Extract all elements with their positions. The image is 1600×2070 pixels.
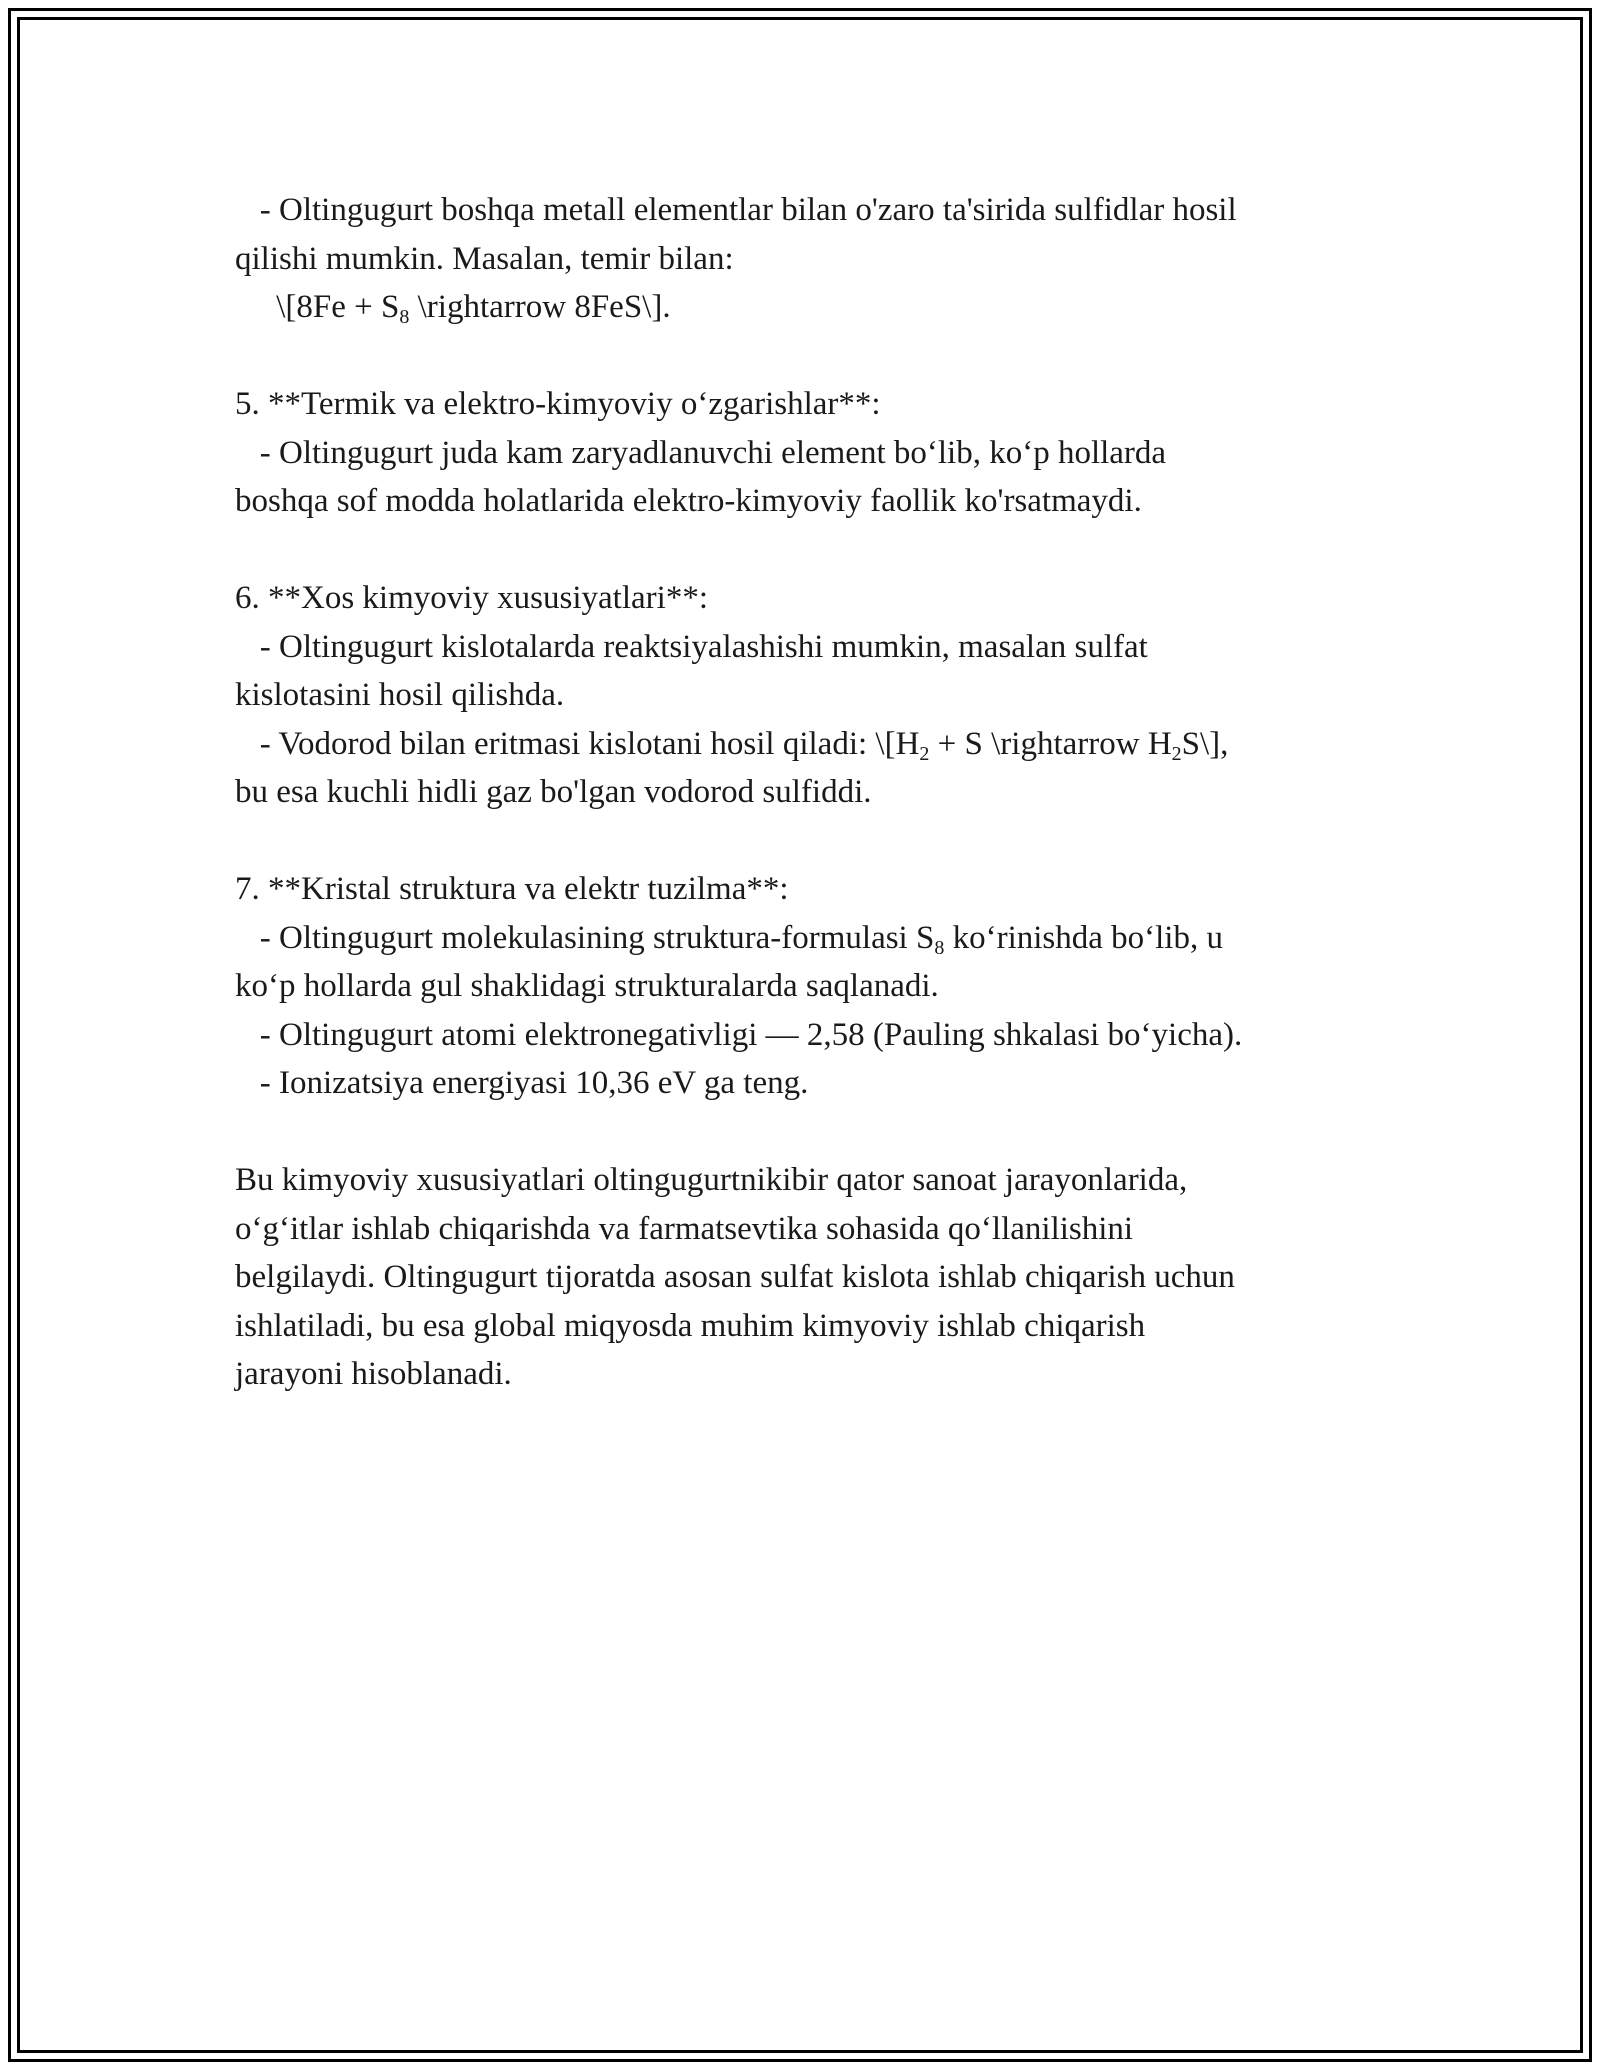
text-line: qilishi mumkin. Masalan, temir bilan: — [235, 240, 734, 277]
subscript: 2 — [919, 742, 930, 765]
paragraph-gap — [235, 1108, 1365, 1157]
equation-text: S\], — [1181, 725, 1229, 762]
paragraph-gap — [235, 526, 1365, 575]
section-heading: 7. **Kristal struktura va elektr tuzilma**: — [235, 871, 789, 907]
equation-line — [235, 720, 1365, 769]
section-5 — [235, 380, 1365, 526]
text-line: kislotasini hosil qilishda. — [235, 677, 565, 713]
text-line: boshqa sof modda holatlarida elektro-kimyoviy faollik ko'rsatmaydi. — [235, 483, 1142, 519]
section-heading: 6. **Xos kimyoviy xususiyatlari**: — [235, 580, 708, 616]
section-6 — [235, 574, 1365, 817]
section-heading: 5. **Termik va elektro-kimyoviy oʻzgarishlar**: — [235, 386, 881, 422]
text-line: - Oltingugurt boshqa metall elementlar bilan o'zaro ta'sirida sulfidlar hosil — [235, 192, 1237, 228]
equation-text: \rightarrow 8FeS\]. — [409, 289, 671, 325]
text-line: jarayoni hisoblanadi. — [235, 1356, 512, 1392]
text-line: bu esa kuchli hidli gaz bo'lgan vodorod sulfiddi. — [235, 774, 872, 810]
text-line: ishlatiladi, bu esa global miqyosda muhim kimyoviy ishlab chiqarish — [235, 1307, 1146, 1344]
equation-text: + S \rightarrow H — [929, 725, 1172, 762]
text-span: koʻrinishda boʻlib, u — [944, 919, 1223, 956]
text-line: Bu kimyoviy xususiyatlari oltingugurtnikibir qator sanoat jarayonlarida, — [235, 1162, 1188, 1198]
sulfide-formation-block — [235, 186, 1365, 332]
subscript: 8 — [399, 306, 410, 328]
formula-line — [235, 914, 1365, 963]
text-span: - Oltingugurt molekulasining struktura-formulasi S — [235, 919, 935, 956]
text-line: - Oltingugurt juda kam zaryadlanuvchi element boʻlib, koʻp hollarda — [235, 434, 1167, 471]
text-line: - Oltingugurt kislotalarda reaktsiyalashishi mumkin, masalan sulfat — [235, 628, 1148, 665]
text-line: koʻp hollarda gul shaklidagi strukturalarda saqlanadi. — [235, 968, 939, 1004]
equation-text: - Vodorod bilan eritmasi kislotani hosil qiladi: \[H — [235, 725, 920, 762]
text-line: - Ionizatsiya energiyasi 10,36 eV ga teng. — [235, 1065, 809, 1101]
equation-text: \[8Fe + S — [235, 289, 400, 325]
subscript: 2 — [1171, 742, 1182, 765]
paragraph-gap — [235, 332, 1365, 381]
equation-line — [235, 283, 1365, 332]
conclusion-paragraph — [235, 1156, 1365, 1399]
document-body — [235, 186, 1365, 1399]
subscript: 8 — [934, 936, 945, 959]
text-line: oʻgʻitlar ishlab chiqarishda va farmatsevtika sohasida qoʻllanilishini — [235, 1210, 1134, 1247]
text-line: belgilaydi. Oltingugurt tijoratda asosan sulfat kislota ishlab chiqarish uchun — [235, 1259, 1235, 1295]
text-line: - Oltingugurt atomi elektronegativligi — 2,58 (Pauling shkalasi boʻyicha). — [235, 1016, 1243, 1053]
section-7 — [235, 865, 1365, 1108]
paragraph-gap — [235, 817, 1365, 866]
